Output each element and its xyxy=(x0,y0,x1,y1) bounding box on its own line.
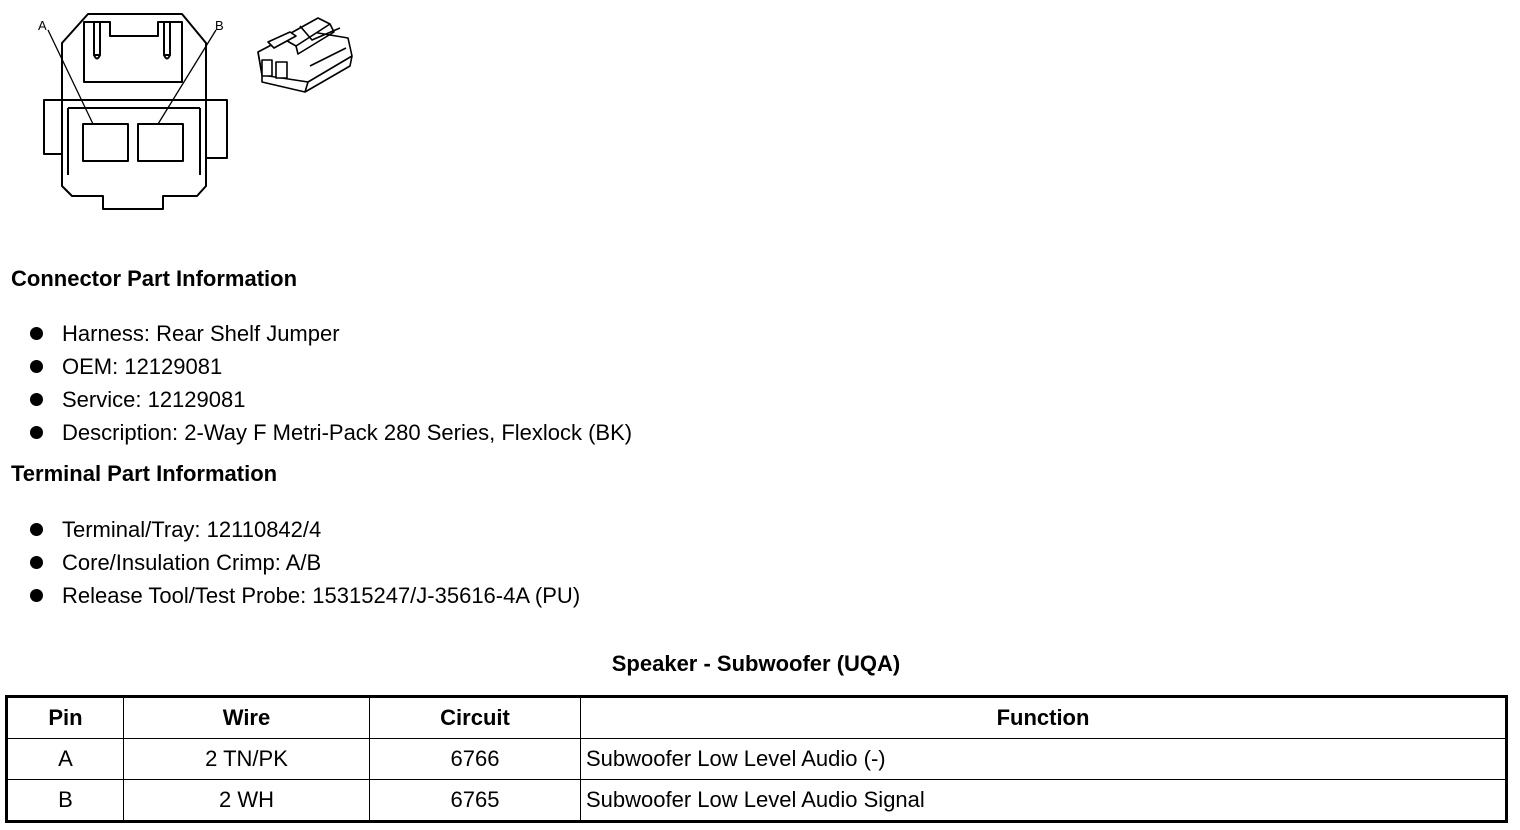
list-item-text: Harness: Rear Shelf Jumper xyxy=(62,321,340,346)
cell-wire: 2 TN/PK xyxy=(124,739,370,780)
terminal-part-info-heading: Terminal Part Information xyxy=(11,461,278,486)
bullet-icon xyxy=(30,556,43,569)
list-item-text: Release Tool/Test Probe: 15315247/J-35616-4A (PU) xyxy=(62,583,581,608)
bullet-icon xyxy=(30,360,43,373)
list-item xyxy=(28,317,632,350)
terminal-part-info-list xyxy=(28,513,580,612)
list-item-text: Terminal/Tray: 12110842/4 xyxy=(62,517,322,542)
list-item xyxy=(28,383,632,416)
connector-part-info-list xyxy=(28,317,632,449)
list-item xyxy=(28,350,632,383)
table-row xyxy=(7,739,1507,780)
cell-pin: A xyxy=(7,739,124,780)
cell-circuit: 6765 xyxy=(370,780,581,822)
bullet-icon xyxy=(30,426,43,439)
pin-table xyxy=(5,695,1508,823)
connector-left-ear xyxy=(44,100,62,154)
bullet-icon xyxy=(30,523,43,536)
bullet-icon xyxy=(30,393,43,406)
bullet-icon xyxy=(30,327,43,340)
list-item-text: Service: 12129081 xyxy=(62,387,246,412)
flexlock-tab xyxy=(84,22,182,82)
column-header-function: Function xyxy=(581,697,1507,739)
cavity-a xyxy=(83,124,128,161)
leader-line-a xyxy=(48,30,93,124)
list-item xyxy=(28,579,580,612)
cell-pin: B xyxy=(7,780,124,822)
list-item-text: Description: 2-Way F Metri-Pack 280 Series, Flexlock (BK) xyxy=(62,420,633,445)
column-header-pin: Pin xyxy=(7,697,124,739)
pin-table-title: Speaker - Subwoofer (UQA) xyxy=(611,651,901,676)
cell-wire: 2 WH xyxy=(124,780,370,822)
list-item-text: Core/Insulation Crimp: A/B xyxy=(62,550,322,575)
column-header-circuit: Circuit xyxy=(370,697,581,739)
cell-circuit: 6766 xyxy=(370,739,581,780)
pin-label-b: B xyxy=(215,18,224,33)
cavity-b xyxy=(138,124,183,161)
connector-3d-view xyxy=(258,18,352,92)
connector-part-info-heading: Connector Part Information xyxy=(11,266,298,291)
list-item xyxy=(28,416,632,449)
bullet-icon xyxy=(30,589,43,602)
pin-label-a: A xyxy=(38,18,47,33)
column-header-wire: Wire xyxy=(124,697,370,739)
table-header-row xyxy=(7,697,1507,739)
connector-diagram xyxy=(0,0,380,225)
cell-function: Subwoofer Low Level Audio Signal xyxy=(581,780,1507,822)
list-item xyxy=(28,513,580,546)
leader-line-b xyxy=(158,30,216,124)
cell-function: Subwoofer Low Level Audio (-) xyxy=(581,739,1507,780)
table-row xyxy=(7,780,1507,822)
connector-right-ear xyxy=(206,100,227,158)
list-item xyxy=(28,546,580,579)
list-item-text: OEM: 12129081 xyxy=(62,354,223,379)
